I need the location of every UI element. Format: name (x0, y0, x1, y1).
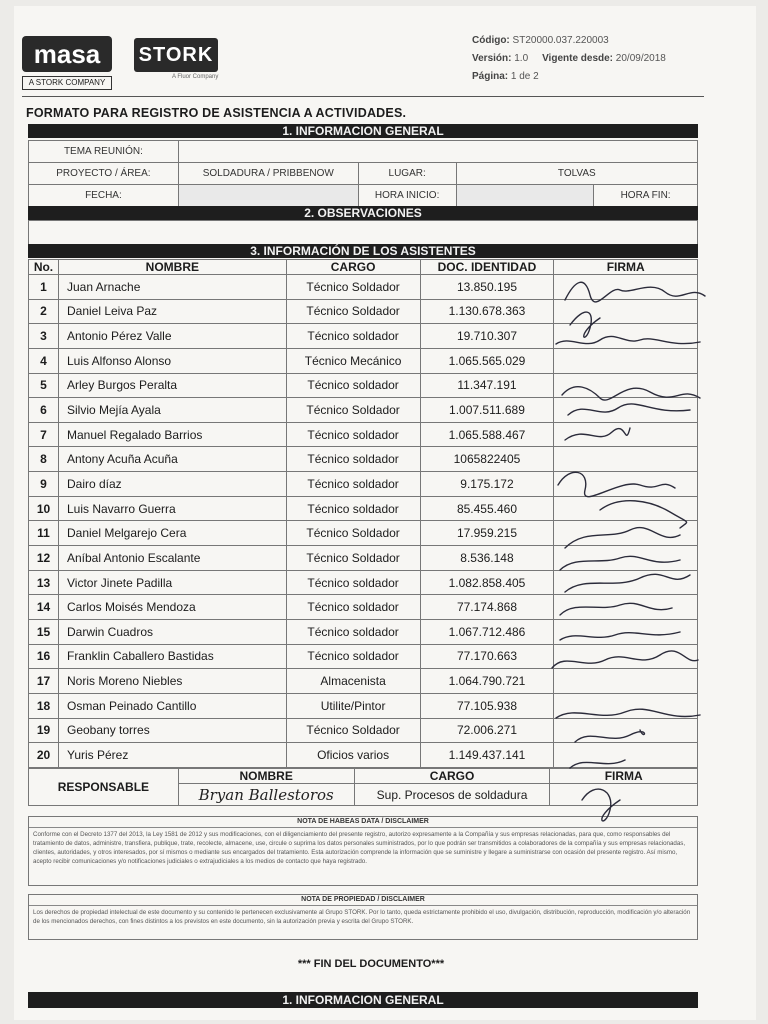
attendee-row (29, 644, 698, 669)
attendee-nombre: Luis Navarro Guerra (58, 496, 286, 521)
attendee-row (29, 324, 698, 349)
observaciones-field[interactable] (29, 221, 698, 245)
habeas-data-text: Conforme con el Decreto 1377 del 2013, la Ley 1581 de 2012 y sus modificaciones, con el diligenciamiento del presente registro, autorizo expresamente a la Compañía y sus empresas relacionadas, para que, como responsables del tratamiento de datos, administre, transfiera, publique, trate, recolecte, almacene, use, circule o suprima los datos personales suministrados, por lo que podrán ser transmitidos a colaboradores de la compañía y sus empresas relacionadas, clientes, autoridades, y otros interesados, por sí mismos o mediante sus encargados del tratamiento. Esta autorización comprende la información que se suministre y llegare a suministrarse con ocasión del presente registro. Así mismo, acepto recibir comunicaciones y/o notificaciones judiciales o extrajudiciales a los medios de contacto que haya registrado. (33, 831, 686, 865)
attendee-firma[interactable] (554, 669, 698, 694)
version-value: 1.0 (514, 53, 529, 64)
propiedad-title: NOTA DE PROPIEDAD / DISCLAIMER (29, 895, 697, 906)
general-info-table (28, 140, 698, 207)
attendee-no: 14 (29, 595, 59, 620)
attendee-nombre: Manuel Regalado Barrios (58, 422, 286, 447)
attendee-doc: 1.007.511.689 (420, 398, 554, 423)
attendee-row (29, 472, 698, 497)
attendee-doc: 77.174.868 (420, 595, 554, 620)
attendee-doc: 1.130.678.363 (420, 299, 554, 324)
attendee-cargo: Oficios varios (286, 743, 420, 768)
attendee-doc: 17.959.215 (420, 521, 554, 546)
attendee-no: 11 (29, 521, 59, 546)
attendee-row (29, 693, 698, 718)
attendee-no: 3 (29, 324, 59, 349)
attendee-nombre: Victor Jinete Padilla (58, 570, 286, 595)
attendee-no: 20 (29, 743, 59, 768)
attendee-row (29, 546, 698, 571)
attendee-nombre: Franklin Caballero Bastidas (58, 644, 286, 669)
attendee-no: 15 (29, 619, 59, 644)
attendee-firma[interactable] (554, 570, 698, 595)
attendee-firma[interactable] (554, 447, 698, 472)
attendee-cargo: Técnico soldador (286, 472, 420, 497)
document-header (22, 28, 702, 94)
attendee-firma[interactable] (554, 348, 698, 373)
attendee-row (29, 743, 698, 768)
document-info (472, 32, 712, 86)
stork-logo: STORK (134, 38, 218, 72)
attendee-no: 1 (29, 275, 59, 300)
pagina-label: Página: (472, 71, 509, 82)
attendee-firma[interactable] (554, 743, 698, 768)
vigente-label: Vigente desde: (542, 53, 614, 64)
codigo-value: ST20000.037.220003 (512, 35, 609, 46)
attendee-nombre: Noris Moreno Niebles (58, 669, 286, 694)
attendee-firma[interactable] (554, 472, 698, 497)
col-nombre: NOMBRE (58, 260, 286, 275)
attendee-nombre: Aníbal Antonio Escalante (58, 546, 286, 571)
attendee-doc: 72.006.271 (420, 718, 554, 743)
attendee-cargo: Almacenista (286, 669, 420, 694)
attendee-firma[interactable] (554, 718, 698, 743)
attendee-doc: 19.710.307 (420, 324, 554, 349)
attendee-cargo: Técnico soldador (286, 496, 420, 521)
attendee-firma[interactable] (554, 422, 698, 447)
attendee-firma[interactable] (554, 373, 698, 398)
attendee-doc: 1.065.565.029 (420, 348, 554, 373)
attendee-nombre: Antony Acuña Acuña (58, 447, 286, 472)
version-label: Versión: (472, 53, 512, 64)
attendee-doc: 11.347.191 (420, 373, 554, 398)
vigente-value: 20/09/2018 (615, 53, 666, 64)
attendee-doc: 8.536.148 (420, 546, 554, 571)
col-firma: FIRMA (554, 260, 698, 275)
attendee-row (29, 447, 698, 472)
attendee-doc: 9.175.172 (420, 472, 554, 497)
attendees-header-row (29, 260, 698, 275)
tema-label: TEMA REUNIÓN: (29, 141, 179, 163)
propiedad-note (28, 894, 698, 940)
masa-logo: masa (22, 36, 112, 72)
attendee-nombre: Geobany torres (58, 718, 286, 743)
attendee-cargo: Técnico soldador (286, 570, 420, 595)
attendee-doc: 1.067.712.486 (420, 619, 554, 644)
attendee-no: 19 (29, 718, 59, 743)
attendee-no: 7 (29, 422, 59, 447)
fecha-redacted (178, 185, 358, 207)
attendee-no: 16 (29, 644, 59, 669)
attendee-doc: 1.065.588.467 (420, 422, 554, 447)
responsable-firma-label: FIRMA (550, 769, 698, 784)
attendee-nombre: Daniel Leiva Paz (58, 299, 286, 324)
responsable-nombre-label: NOMBRE (178, 769, 354, 784)
attendee-cargo: Técnico soldador (286, 373, 420, 398)
attendee-cargo: Técnico Soldador (286, 521, 420, 546)
attendee-row (29, 348, 698, 373)
attendee-nombre: Juan Arnache (58, 275, 286, 300)
attendee-cargo: Técnico soldador (286, 422, 420, 447)
attendee-doc: 77.105.938 (420, 693, 554, 718)
attendee-no: 13 (29, 570, 59, 595)
attendee-row (29, 373, 698, 398)
hora-fin-label: HORA FIN: (594, 185, 698, 207)
attendee-firma[interactable] (554, 644, 698, 669)
habeas-data-note (28, 816, 698, 886)
attendee-firma[interactable] (554, 299, 698, 324)
stork-logo-subtitle: A Fluor Company (172, 74, 219, 80)
col-no: No. (29, 260, 59, 275)
section-3-title: 3. INFORMACIÓN DE LOS ASISTENTES (28, 244, 698, 258)
attendee-cargo: Utilite/Pintor (286, 693, 420, 718)
attendee-doc: 1065822405 (420, 447, 554, 472)
attendee-row (29, 718, 698, 743)
attendees-table (28, 259, 698, 768)
attendee-cargo: Técnico soldador (286, 644, 420, 669)
attendee-cargo: Técnico Soldador (286, 546, 420, 571)
attendee-doc: 1.064.790.721 (420, 669, 554, 694)
attendee-cargo: Técnico soldador (286, 324, 420, 349)
attendee-firma[interactable] (554, 398, 698, 423)
attendee-cargo: Técnico soldador (286, 595, 420, 620)
masa-logo-subtitle: A STORK COMPANY (22, 76, 112, 90)
attendee-row (29, 669, 698, 694)
responsable-table (28, 768, 698, 806)
proyecto-label: PROYECTO / ÁREA: (29, 163, 179, 185)
attendee-firma[interactable] (554, 275, 698, 300)
attendee-nombre: Darwin Cuadros (58, 619, 286, 644)
attendee-no: 2 (29, 299, 59, 324)
attendee-doc: 85.455.460 (420, 496, 554, 521)
hora-inicio-label: HORA INICIO: (358, 185, 456, 207)
attendee-row (29, 299, 698, 324)
attendee-nombre: Antonio Pérez Valle (58, 324, 286, 349)
section-1-title: 1. INFORMACION GENERAL (28, 124, 698, 138)
attendee-no: 4 (29, 348, 59, 373)
hora-inicio-redacted (456, 185, 594, 207)
col-doc: DOC. IDENTIDAD (420, 260, 554, 275)
attendee-doc: 1.082.858.405 (420, 570, 554, 595)
fecha-label: FECHA: (29, 185, 179, 207)
attendee-row (29, 275, 698, 300)
propiedad-text: Los derechos de propiedad intelectual de este documento y su contenido le pertenecen exclusivamente al Grupo STORK. Por lo tanto, queda estrictamente prohibido el uso, divulgación, distribución, reproducción, modificación y/o alteración de los mencionados derechos, con fines distintos a los previstos en este documento, sin la autorización previa y escrita del Grupo STORK. (33, 909, 691, 925)
tema-field[interactable] (178, 141, 697, 163)
section-2-title: 2. OBSERVACIONES (28, 206, 698, 220)
next-page-section-title: 1. INFORMACION GENERAL (28, 992, 698, 1008)
attendee-no: 6 (29, 398, 59, 423)
attendee-cargo: Técnico Mecánico (286, 348, 420, 373)
codigo-label: Código: (472, 35, 510, 46)
attendee-no: 17 (29, 669, 59, 694)
responsable-nombre-handwritten: Bryan Ballestoros (198, 785, 334, 804)
observaciones-box (28, 220, 698, 245)
attendee-nombre: Luis Alfonso Alonso (58, 348, 286, 373)
attendee-doc: 13.850.195 (420, 275, 554, 300)
attendee-cargo: Técnico soldador (286, 447, 420, 472)
pagina-value: 1 de 2 (510, 71, 539, 82)
attendee-cargo: Técnico Soldador (286, 398, 420, 423)
attendee-no: 5 (29, 373, 59, 398)
lugar-label: LUGAR: (358, 163, 456, 185)
attendee-cargo: Técnico Soldador (286, 299, 420, 324)
responsable-nombre[interactable] (178, 784, 354, 806)
attendee-no: 10 (29, 496, 59, 521)
attendee-nombre: Arley Burgos Peralta (58, 373, 286, 398)
attendee-firma[interactable] (554, 595, 698, 620)
attendee-no: 12 (29, 546, 59, 571)
lugar-value: TOLVAS (456, 163, 697, 185)
attendee-firma[interactable] (554, 693, 698, 718)
attendee-firma[interactable] (554, 496, 698, 521)
attendee-nombre: Daniel Melgarejo Cera (58, 521, 286, 546)
attendee-cargo: Técnico soldador (286, 619, 420, 644)
attendee-nombre: Yuris Pérez (58, 743, 286, 768)
habeas-data-title: NOTA DE HABEAS DATA / DISCLAIMER (29, 817, 697, 828)
responsable-cargo: Sup. Procesos de soldadura (354, 784, 550, 806)
attendee-firma[interactable] (554, 521, 698, 546)
attendee-firma[interactable] (554, 324, 698, 349)
attendee-no: 8 (29, 447, 59, 472)
attendee-nombre: Silvio Mejía Ayala (58, 398, 286, 423)
attendee-no: 9 (29, 472, 59, 497)
attendee-cargo: Técnico Soldador (286, 718, 420, 743)
attendee-row (29, 521, 698, 546)
attendee-nombre: Dairo díaz (58, 472, 286, 497)
col-cargo: CARGO (286, 260, 420, 275)
attendee-doc: 77.170.663 (420, 644, 554, 669)
attendee-row (29, 595, 698, 620)
attendee-firma[interactable] (554, 619, 698, 644)
proyecto-value: SOLDADURA / PRIBBENOW (178, 163, 358, 185)
responsable-label: RESPONSABLE (29, 769, 179, 806)
attendee-row (29, 398, 698, 423)
form-title: FORMATO PARA REGISTRO DE ASISTENCIA A ACTIVIDADES. (26, 106, 407, 120)
attendee-row (29, 619, 698, 644)
attendee-nombre: Osman Peinado Cantillo (58, 693, 286, 718)
end-of-document: *** FIN DEL DOCUMENTO*** (297, 958, 445, 970)
attendee-nombre: Carlos Moisés Mendoza (58, 595, 286, 620)
attendee-doc: 1.149.437.141 (420, 743, 554, 768)
responsable-firma[interactable] (550, 784, 698, 806)
responsable-cargo-label: CARGO (354, 769, 550, 784)
attendee-firma[interactable] (554, 546, 698, 571)
attendee-row (29, 422, 698, 447)
attendee-cargo: Técnico Soldador (286, 275, 420, 300)
header-divider (22, 96, 704, 97)
attendee-row (29, 570, 698, 595)
attendee-row (29, 496, 698, 521)
attendee-no: 18 (29, 693, 59, 718)
